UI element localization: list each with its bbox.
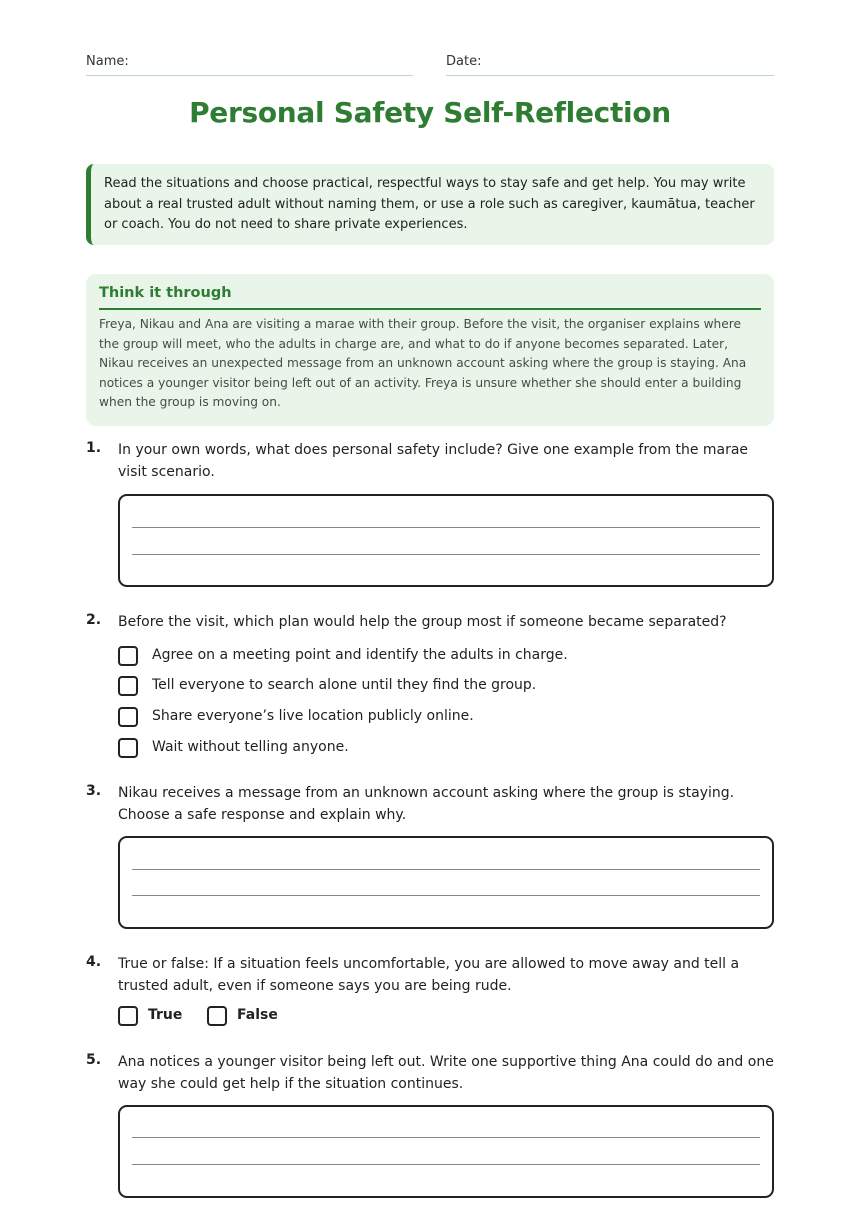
option-label: Share everyone’s live location publicly online. bbox=[152, 708, 474, 724]
answer-box[interactable] bbox=[118, 836, 774, 929]
header-fields bbox=[86, 54, 774, 76]
question-number: 3. bbox=[86, 783, 102, 799]
question-number: 4. bbox=[86, 954, 102, 970]
answer-box[interactable] bbox=[118, 494, 774, 587]
question-text: True or false: If a situation feels uncomfortable, you are allowed to move away and tell a trusted adult, even if someone says you are being rude. bbox=[118, 956, 740, 994]
checkbox[interactable] bbox=[118, 707, 138, 727]
checkbox[interactable] bbox=[207, 1006, 227, 1026]
option-label: True bbox=[148, 1007, 183, 1023]
option-label: False bbox=[237, 1007, 278, 1023]
answer-line bbox=[132, 554, 760, 555]
scenario-panel bbox=[86, 274, 774, 426]
checkbox[interactable] bbox=[118, 646, 138, 666]
name-label: Name: bbox=[86, 54, 129, 69]
answer-line bbox=[132, 527, 760, 528]
question-number: 5. bbox=[86, 1052, 102, 1068]
answer-line bbox=[132, 1137, 760, 1138]
answer-box[interactable] bbox=[118, 1105, 774, 1198]
option-label: Agree on a meeting point and identify the adults in charge. bbox=[152, 647, 568, 663]
intro-callout: Read the situations and choose practical, respectful ways to stay safe and get help. You may write about a real trusted adult without naming them, or use a role such as caregiver, kaumātua, teacher or coach. You do not need to share private experiences. bbox=[86, 164, 774, 245]
checkbox[interactable] bbox=[118, 676, 138, 696]
option-label: Tell everyone to search alone until they find the group. bbox=[152, 677, 537, 693]
answer-line bbox=[132, 1164, 760, 1165]
scenario-text: Freya, Nikau and Ana are visiting a marae with their group. Before the visit, the organiser explains where the group will meet, who the adults in charge are, and what to do if anyone becomes separated. Later, Nikau receives an unexpected message from an unknown account asking where the group is staying. Ana notices a younger visitor being left out of an activity. Freya is unsure whether she should enter a building when the group is moving on. bbox=[99, 317, 747, 410]
checkbox[interactable] bbox=[118, 738, 138, 758]
question-text: Nikau receives a message from an unknown account asking where the group is staying. Choose a safe response and explain why. bbox=[118, 785, 735, 823]
question-text: Ana notices a younger visitor being left out. Write one supportive thing Ana could do and one way she could get help if the situation continues. bbox=[118, 1054, 774, 1092]
answer-line bbox=[132, 869, 760, 870]
date-field[interactable] bbox=[446, 54, 774, 76]
question-text: Before the visit, which plan would help the group most if someone became separated? bbox=[118, 614, 727, 630]
name-field[interactable] bbox=[86, 54, 413, 76]
checkbox[interactable] bbox=[118, 1006, 138, 1026]
question-text: In your own words, what does personal safety include? Give one example from the marae visit scenario. bbox=[118, 442, 749, 480]
option-label: Wait without telling anyone. bbox=[152, 739, 349, 755]
scenario-heading: Think it through bbox=[99, 285, 761, 310]
question-number: 1. bbox=[86, 440, 102, 456]
answer-line bbox=[132, 895, 760, 896]
date-label: Date: bbox=[446, 54, 482, 69]
page-title: Personal Safety Self-Reflection bbox=[189, 96, 671, 129]
question-number: 2. bbox=[86, 612, 102, 628]
